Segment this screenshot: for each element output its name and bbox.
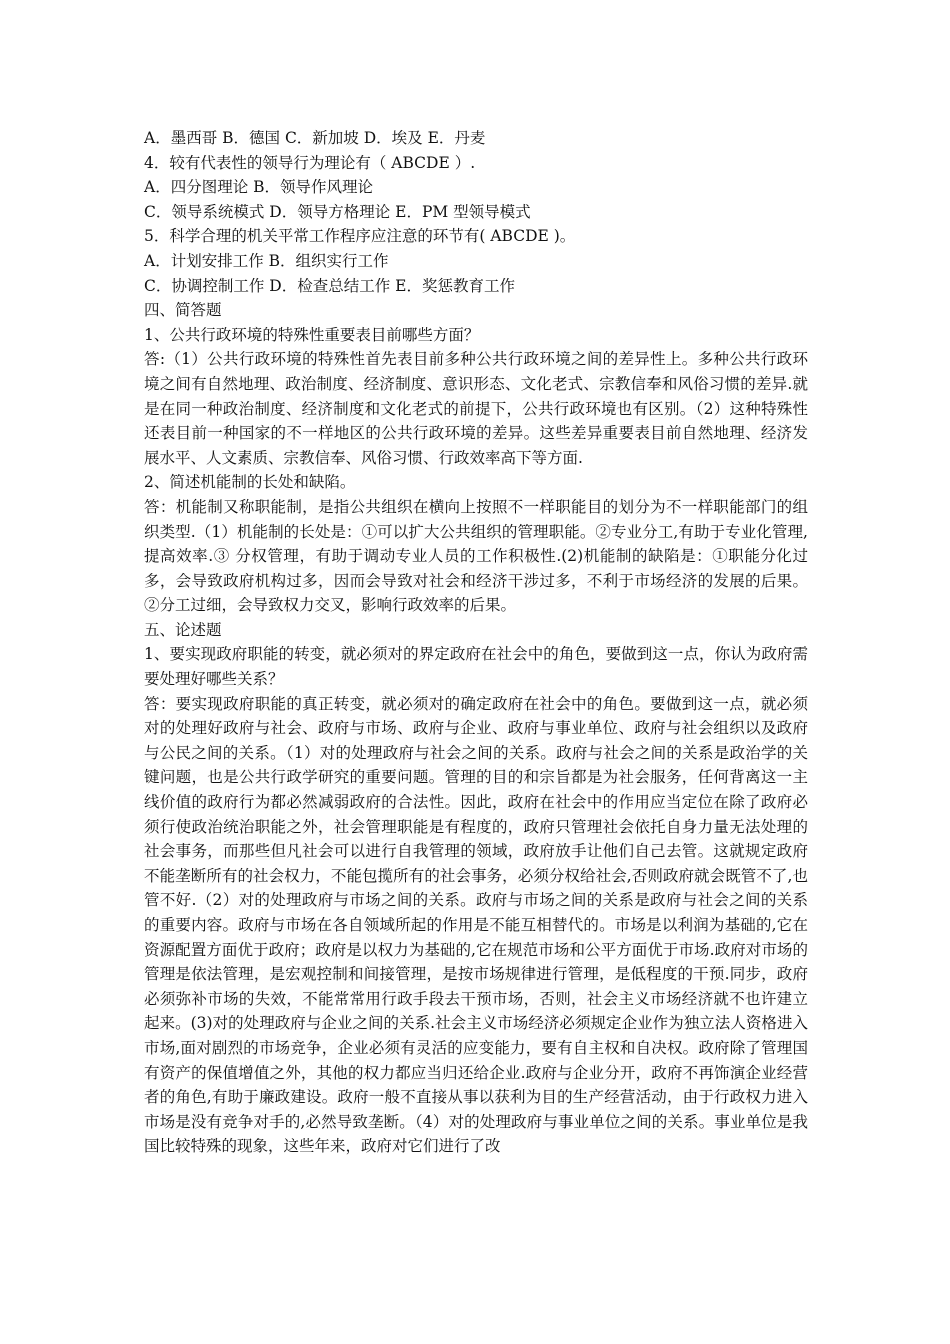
options-q5-line1: A．计划安排工作 B．组织实行工作 <box>144 251 389 270</box>
question-5: 5．科学合理的机关平常工作程序应注意的环节有( ABCDE )。 <box>144 227 576 246</box>
options-q5-line2: C．协调控制工作 D．检查总结工作 E．奖惩教育工作 <box>144 276 515 295</box>
document-page <box>144 126 808 1159</box>
short-answer-question-1: 1、公共行政环境的特殊性重要表目前哪些方面？ <box>144 325 480 344</box>
essay-question-1: 1、要实现政府职能的转变，就必须对的界定政府在社会中的角色，要做到这一点，你认为政府需要处理好哪些关系？ <box>144 645 808 689</box>
short-answer-1-text: 答:（1）公共行政环境的特殊性首先表目前多种公共行政环境之间的差异性上。多种公共行政环境之间有自然地理、政治制度、经济制度、意识形态、文化老式、宗教信奉和风俗习惯的差异.就是在同一种政治制度、经济制度和文化老式的前提下，公共行政环境也有区别。（2）这种特殊性还表目前一种国家的不一样地区的公共行政环境的差异。这些差异重要表目前自然地理、经济发展水平、人文素质、宗教信奉、风俗习惯、行政效率高下等方面. <box>144 350 808 467</box>
essay-answer-1-text: 答：要实现政府职能的真正转变，就必须对的确定政府在社会中的角色。要做到这一点，就必须对的处理好政府与社会、政府与市场、政府与企业、政府与事业单位、政府与社会组织以及政府与公民之间的关系。（1）对的处理政府与社会之间的关系。政府与社会之间的关系是政治学的关键问题，也是公共行政学研究的重要问题。管理的目的和宗旨都是为社会服务，任何背离这一主线价值的政府行为都必然减弱政府的合法性。因此，政府在社会中的作用应当定位在除了政府必须行使政治统治职能之外，社会管理职能是有程度的，政府只管理社会依托自身力量无法处理的社会事务，而那些但凡社会可以进行自我管理的领域，政府放手让他们自己去管。这就规定政府不能垄断所有的社会权力，不能包揽所有的社会事务，必须分权给社会,否则政府就会既管不了,也管不好.（2）对的处理政府与市场之间的关系。政府与市场之间的关系是政府与社会之间的关系的重要内容。政府与市场在各自领域所起的作用是不能互相替代的。市场是以利润为基础的,它在资源配置方面优于政府；政府是以权力为基础的,它在规范市场和公平方面优于市场.政府对市场的管理是依法管理，是宏观控制和间接管理，是按市场规律进行管理，是低程度的干预.同步，政府必须弥补市场的失效，不能常常用行政手段去干预市场，否则，社会主义市场经济就不也许建立起来。(3)对的处理政府与企业之间的关系.社会主义市场经济必须规定企业作为独立法人资格进入市场,面对剧烈的市场竞争，企业必须有灵活的应变能力，要有自主权和自决权。政府除了管理国有资产的保值增值之外，其他的权力都应当归还给企业.政府与企业分开，政府不再饰演企业经营者的角色,有助于廉政建设。政府一般不直接从事以获利为目的生产经营活动，由于行政权力进入市场是没有竞争对手的,必然导致垄断。（4）对的处理政府与事业单位之间的关系。事业单位是我国比较特殊的现象，这些年来，政府对它们进行了改 <box>144 694 808 1156</box>
short-answer-question-2: 2、简述机能制的长处和缺陷。 <box>144 473 356 492</box>
short-answer-2-text: 答：机能制又称职能制，是指公共组织在横向上按照不一样职能目的划分为不一样职能部门的组织类型.（1）机能制的长处是：①可以扩大公共组织的管理职能。②专业分工,有助于专业化管理,提高效率.③ 分权管理，有助于调动专业人员的工作积极性.(2)机能制的缺陷是：①职能分化过多，会导致政府机构过多，因而会导致对社会和经济干涉过多，不利于市场经济的发展的后果。②分工过细，会导致权力交叉，影响行政效率的后果。 <box>144 497 808 615</box>
options-q4-line1: A．四分图理论 B．领导作风理论 <box>144 178 374 197</box>
question-4: 4．较有代表性的领导行为理论有（ ABCDE ）. <box>144 153 476 172</box>
section-heading-short-answer: 四、简答题 <box>144 301 222 320</box>
options-q4-line2: C．领导系统模式 D．领导方格理论 E．PM 型领导模式 <box>144 202 531 221</box>
section-heading-essay: 五、论述题 <box>144 620 222 639</box>
options-q3: A．墨西哥 B．德国 C．新加坡 D．埃及 E．丹麦 <box>144 129 486 147</box>
